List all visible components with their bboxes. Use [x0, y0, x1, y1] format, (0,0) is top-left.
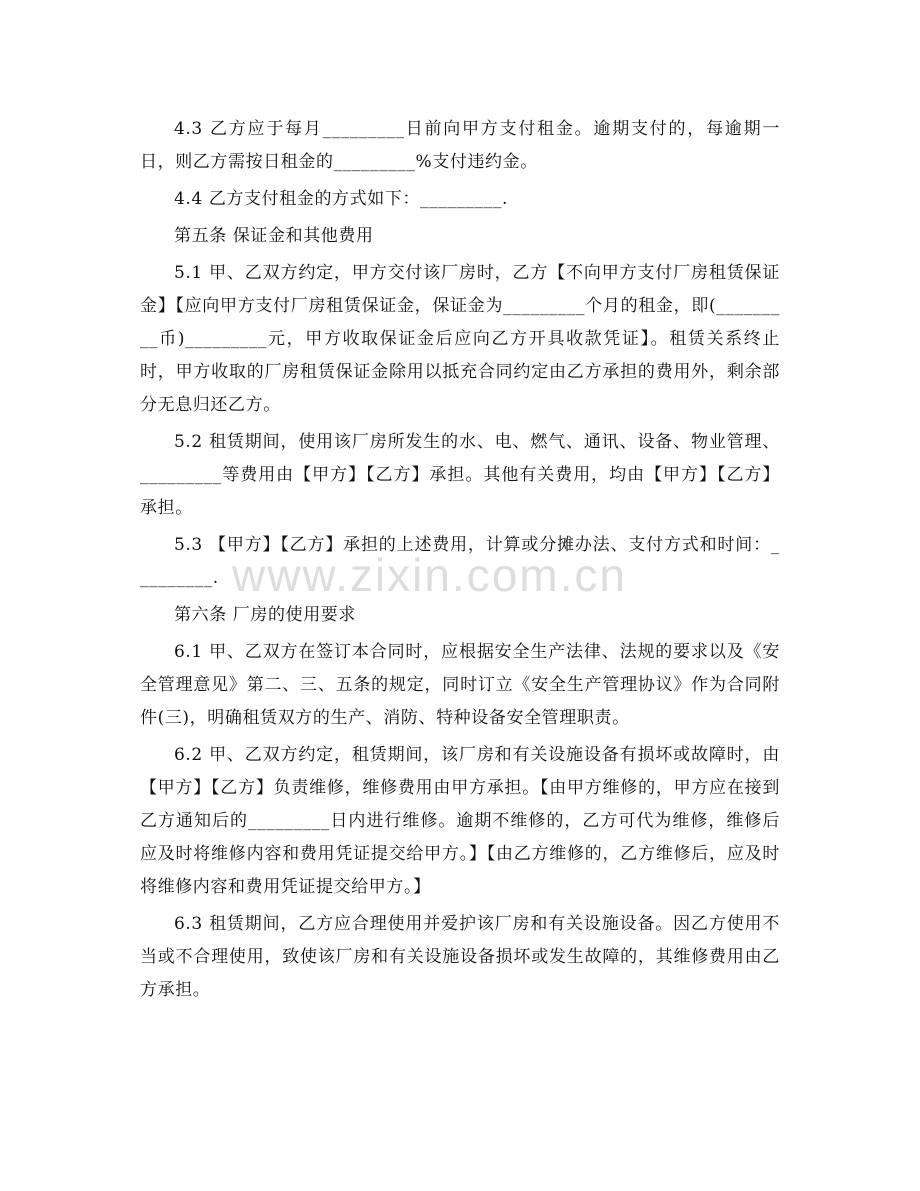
article-5-heading: 第五条 保证金和其他费用: [174, 226, 374, 246]
clause-6-1: 6.1 甲、乙双方在签订本合同时，应根据安全生产法律、法规的要求以及《安全管理意见》第二、三、五条的规定，同时订立《安全生产管理协议》作为合同附件(三)，明确租赁双方的生产、消防、特种设备安全管理职责。: [140, 642, 780, 728]
clause-5-1: 5.1 甲、乙双方约定，甲方交付该厂房时，乙方【不向甲方支付厂房租赁保证金】【应向甲方支付厂房租赁保证金，保证金为_________个月的租金，即(_________币)_________元，甲方收取保证金后应向乙方开具收款凭证】。租赁关系终止时，甲方收取的厂房租赁保证金除用以抵充合同约定由乙方承担的费用外，剩余部分无息归还乙方。: [140, 263, 780, 415]
article-6-heading: 第六条 厂房的使用要求: [174, 605, 357, 625]
clause-4-4: 4.4 乙方支付租金的方式如下：_________.: [174, 189, 508, 209]
clause-5-3: 5.3 【甲方】【乙方】承担的上述费用，计算或分摊办法、支付方式和时间：_________.: [140, 535, 780, 588]
clause-6-3: 6.3 租赁期间，乙方应合理使用并爱护该厂房和有关设施设备。因乙方使用不当或不合理使用，致使该厂房和有关设施设备损坏或发生故障的，其维修费用由乙方承担。: [140, 914, 780, 1000]
clause-4-3: 4.3 乙方应于每月_________日前向甲方支付租金。逾期支付的，每逾期一日，则乙方需按日租金的_________%支付违约金。: [140, 119, 780, 172]
document-body: [140, 113, 780, 1011]
watermark-text: www.zixin.com.cn: [232, 549, 627, 601]
clause-5-2: 5.2 租赁期间，使用该厂房所发生的水、电、燃气、通讯、设备、物业管理、_________等费用由【甲方】【乙方】承担。其他有关费用，均由【甲方】【乙方】承担。: [140, 432, 780, 518]
clause-6-2: 6.2 甲、乙双方约定，租赁期间，该厂房和有关设施设备有损坏或故障时，由【甲方】【乙方】负责维修，维修费用由甲方承担。【由甲方维修的，甲方应在接到乙方通知后的_________日内进行维修。逾期不维修的，乙方可代为维修，维修后应及时将维修内容和费用凭证提交给甲方。】【由乙方维修的，乙方维修后，应及时将维修内容和费用凭证提交给甲方。】: [140, 745, 780, 897]
